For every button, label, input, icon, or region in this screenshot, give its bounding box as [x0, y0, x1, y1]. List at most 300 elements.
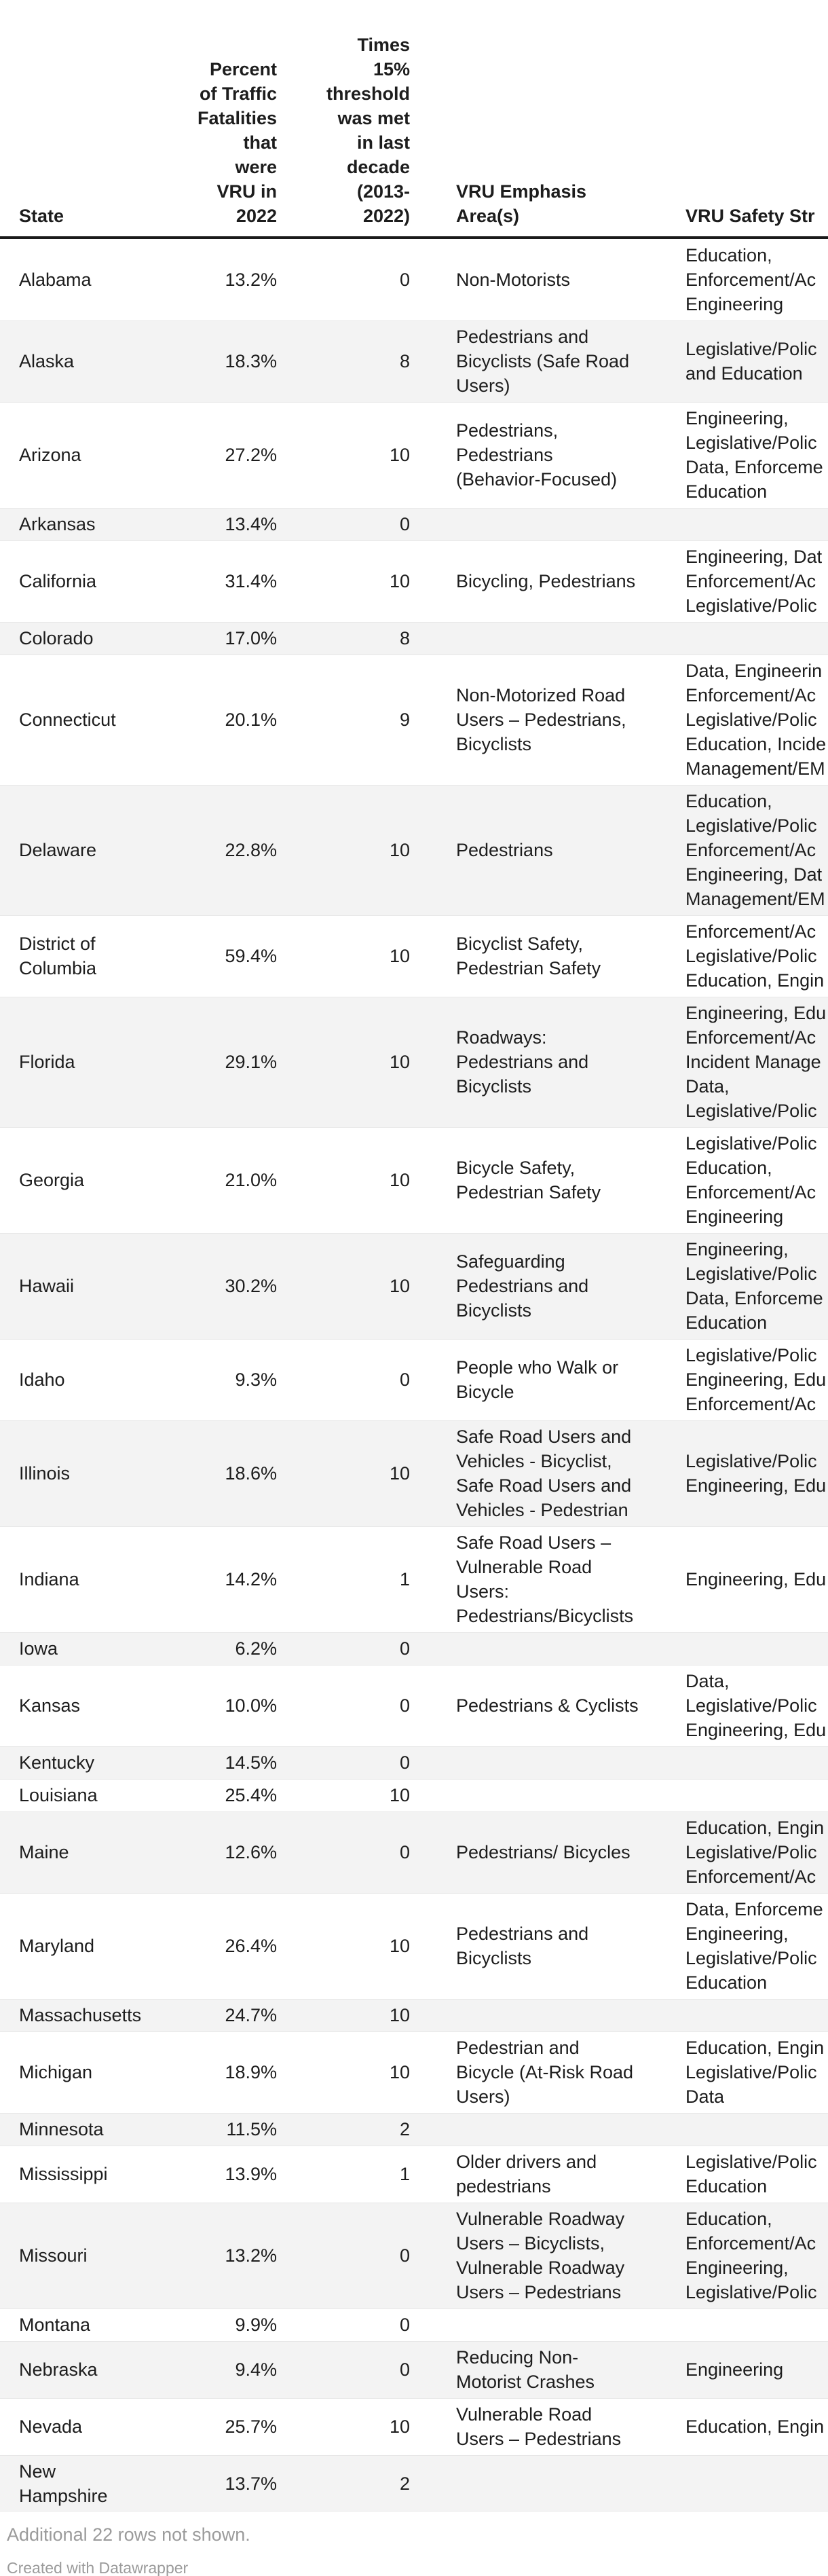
text-line: Incident Manage [685, 1052, 821, 1072]
text-line: 29.1% [225, 1052, 277, 1072]
cell-emphasis [410, 2150, 681, 2198]
cell-times [277, 2162, 410, 2186]
text-line: 14.2% [225, 1569, 277, 1589]
cell-pct [155, 1693, 277, 1718]
text-line: Vulnerable Roadway [456, 2209, 625, 2229]
text-line: Arkansas [19, 514, 96, 534]
text-line: Legislative/Polic [685, 710, 817, 730]
cell-state [0, 2357, 155, 2382]
cell-state [0, 838, 155, 862]
cell-strategies [681, 2414, 828, 2439]
text-line: Mississippi [19, 2164, 108, 2184]
text-line: 10 [389, 1276, 410, 1296]
cell-pct [155, 1168, 277, 1192]
cell-pct [155, 2060, 277, 2084]
text-line: VRU in [217, 181, 277, 202]
cell-state [0, 1567, 155, 1591]
cell-strategies [681, 2357, 828, 2382]
text-line: Engineering, [685, 2258, 789, 2278]
cell-emphasis [410, 1921, 681, 1970]
text-line: Times [357, 35, 410, 55]
text-line: Education, [685, 2209, 772, 2229]
text-line: 10 [389, 445, 410, 465]
text-line: Bicycle Safety, [456, 1158, 576, 1178]
cell-state [0, 2060, 155, 2084]
cell-times [277, 1367, 410, 1392]
text-line: Bicyclists [456, 734, 532, 754]
text-line: 0 [399, 2359, 410, 2380]
cell-times [277, 512, 410, 536]
cell-emphasis [410, 2036, 681, 2109]
text-line: Pedestrians/Bicyclists [456, 1606, 634, 1626]
text-line: 13.4% [225, 514, 277, 534]
cell-state [0, 2243, 155, 2268]
cell-pct [155, 443, 277, 467]
text-line: 0 [399, 514, 410, 534]
text-line: Percent [209, 59, 277, 79]
cell-emphasis [410, 1156, 681, 1204]
text-line: Enforcement/Ac [685, 1027, 816, 1048]
cell-times [277, 2243, 410, 2268]
text-line: Enforcement/Ac [685, 1866, 816, 1887]
cell-state [0, 1461, 155, 1486]
text-line: Enforcement/Ac [685, 1394, 816, 1414]
text-line: Education [685, 481, 768, 502]
text-line: Education, [685, 791, 772, 811]
text-line: Engineering, [685, 1924, 789, 1944]
cell-emphasis [410, 569, 681, 593]
text-line: 10 [389, 1170, 410, 1190]
text-line: Pedestrians & Cyclists [456, 1695, 639, 1716]
text-line: 21.0% [225, 1170, 277, 1190]
cell-times [277, 349, 410, 373]
cell-strategies [681, 789, 828, 911]
cell-times [277, 1783, 410, 1807]
text-line: Data, Engineerin [685, 661, 823, 681]
text-line: Legislative/Polic [685, 1451, 817, 1471]
text-line: 10 [389, 840, 410, 860]
text-line: 0 [399, 1369, 410, 1390]
text-line: was met [337, 108, 410, 128]
cell-pct [155, 2414, 277, 2439]
text-line: Michigan [19, 2062, 93, 2082]
text-line: Education [685, 1312, 768, 1333]
text-line: Pedestrians [456, 840, 553, 860]
text-line: Legislative/Polic [685, 2282, 817, 2302]
datawrapper-credit-link[interactable]: Created with Datawrapper [7, 2559, 189, 2576]
text-line: 10 [389, 1052, 410, 1072]
text-line: Vulnerable Road [456, 1557, 592, 1577]
text-line: Engineering, Edu [685, 1569, 827, 1589]
cell-state [0, 1367, 155, 1392]
text-line: Pedestrians and [456, 1052, 589, 1072]
table-row-illinois [0, 1420, 828, 1526]
cell-pct [155, 1783, 277, 1807]
table-row-iowa [0, 1632, 828, 1665]
text-line: Non-Motorists [456, 270, 571, 290]
cell-strategies [681, 2036, 828, 2109]
text-line: Data, [685, 1671, 730, 1691]
cell-state [0, 1636, 155, 1661]
table-row-hawaii [0, 1233, 828, 1339]
text-line: Nevada [19, 2416, 83, 2437]
text-line: State [19, 206, 64, 226]
text-line: Enforcement/Ac [685, 571, 816, 591]
cell-times [277, 2313, 410, 2337]
text-line: Georgia [19, 1170, 85, 1190]
text-line: Users – Pedestrians [456, 2282, 622, 2302]
text-line: Reducing Non- [456, 2347, 579, 2368]
text-line: Engineering, Dat [685, 547, 823, 567]
text-line: Legislative/Polic [685, 1101, 817, 1121]
cell-state [0, 626, 155, 650]
cell-pct [155, 1274, 277, 1298]
text-line: decade [346, 157, 410, 177]
cell-strategies [681, 1237, 828, 1335]
cell-state [0, 443, 155, 467]
table-row-indiana [0, 1526, 828, 1632]
cell-times [277, 2060, 410, 2084]
cell-times [277, 443, 410, 467]
text-line: 25.7% [225, 2416, 277, 2437]
text-line: Motorist Crashes [456, 2372, 595, 2392]
text-line: District of [19, 934, 96, 954]
cell-strategies [681, 406, 828, 504]
text-line: 27.2% [225, 445, 277, 465]
text-line: Enforcement/Ac [685, 840, 816, 860]
cell-times [277, 2471, 410, 2496]
text-line: of Traffic [199, 84, 277, 104]
text-line: Illinois [19, 1463, 71, 1484]
table-row-michigan [0, 2031, 828, 2113]
text-line: Engineering, [685, 1239, 789, 1259]
text-line: 0 [399, 1695, 410, 1716]
text-line: 0 [399, 1752, 410, 1773]
cell-pct [155, 1050, 277, 1074]
text-line: Education, Engin [685, 2416, 825, 2437]
text-line: Kansas [19, 1695, 81, 1716]
text-line: Pedestrian Safety [456, 958, 601, 978]
text-line: 26.4% [225, 1936, 277, 1956]
cell-emphasis [410, 683, 681, 756]
cell-pct [155, 2471, 277, 2496]
text-line: Engineering, [685, 408, 789, 428]
table-row-delaware [0, 785, 828, 915]
cell-pct [155, 1934, 277, 1958]
text-line: 13.2% [225, 2245, 277, 2266]
cell-emphasis [410, 268, 681, 292]
text-line: Safeguarding [456, 1251, 565, 1272]
cell-strategies [681, 1567, 828, 1591]
cell-pct [155, 569, 277, 593]
text-line: 17.0% [225, 628, 277, 648]
text-line: Education [685, 1972, 768, 1993]
text-line: Legislative/Polic [685, 2062, 817, 2082]
text-line: 18.6% [225, 1463, 277, 1484]
text-line: Pedestrian Safety [456, 1182, 601, 1202]
text-line: Engineering [685, 1207, 784, 1227]
text-line: 20.1% [225, 710, 277, 730]
text-line: Colorado [19, 628, 94, 648]
text-line: Safe Road Users and [456, 1427, 632, 1447]
text-line: Bicycle (At-Risk Road [456, 2062, 634, 2082]
text-line: Delaware [19, 840, 97, 860]
cell-times [277, 268, 410, 292]
cell-strategies [681, 1897, 828, 1995]
text-line: Engineering, Edu [685, 1003, 827, 1023]
text-line: Users) [456, 375, 510, 396]
text-line: Education, Engin [685, 1818, 825, 1838]
text-line: Users – Bicyclists, [456, 2233, 605, 2253]
text-line: Management/EM [685, 758, 825, 779]
text-line: 10 [389, 2005, 410, 2025]
cell-strategies [681, 1131, 828, 1229]
table-row-minnesota [0, 2113, 828, 2146]
cell-strategies [681, 659, 828, 781]
text-line: (2013- [356, 181, 410, 202]
text-line: 31.4% [225, 571, 277, 591]
text-line: 6.2% [235, 1638, 277, 1659]
text-line: Bicyclists [456, 1076, 532, 1097]
text-line: that [243, 132, 277, 153]
text-line: Legislative/Polic [685, 815, 817, 836]
cell-times [277, 1750, 410, 1775]
text-line: 13.2% [225, 270, 277, 290]
text-line: 10 [389, 1785, 410, 1805]
cell-state [0, 1934, 155, 1958]
text-line: 10 [389, 1936, 410, 1956]
cell-strategies [681, 2150, 828, 2198]
cell-times [277, 2414, 410, 2439]
table-row-districtof-columbia [0, 915, 828, 997]
text-line: Iowa [19, 1638, 58, 1659]
text-line: Pedestrians [456, 445, 553, 465]
text-line: Indiana [19, 1569, 79, 1589]
text-line: VRU Safety Str [685, 206, 815, 226]
table-body [0, 239, 828, 2512]
text-line: Montana [19, 2315, 91, 2335]
text-line: Nebraska [19, 2359, 98, 2380]
text-line: Safe Road Users and [456, 1475, 632, 1496]
text-line: Education, Engin [685, 970, 825, 991]
cell-times [277, 1168, 410, 1192]
table-row-nebraska [0, 2341, 828, 2398]
text-line: pedestrians [456, 2176, 551, 2196]
cell-times [277, 569, 410, 593]
cell-state [0, 268, 155, 292]
text-line: Bicycling, Pedestrians [456, 571, 636, 591]
text-line: 8 [399, 351, 410, 371]
cell-times [277, 838, 410, 862]
cell-emphasis [410, 2402, 681, 2451]
table-row-nevada [0, 2398, 828, 2455]
text-line: 2 [399, 2473, 410, 2494]
text-line: Data, Enforceme [685, 457, 823, 477]
text-line: Older drivers and [456, 2152, 597, 2172]
text-line: Hawaii [19, 1276, 75, 1296]
text-line: Alaska [19, 351, 75, 371]
text-line: Engineering, Edu [685, 1720, 827, 1740]
cell-emphasis [410, 1355, 681, 1404]
text-line: 10.0% [225, 1695, 277, 1716]
cell-state [0, 2162, 155, 2186]
cell-emphasis [410, 932, 681, 980]
text-line: Bicyclists [456, 1948, 532, 1968]
text-line: 2022) [362, 206, 410, 226]
table-row-louisiana [0, 1779, 828, 1811]
text-line: 0 [399, 1638, 410, 1659]
text-line: Pedestrians/ Bicycles [456, 1842, 631, 1862]
text-line: Pedestrians and [456, 1276, 589, 1296]
table-row-montana [0, 2308, 828, 2341]
text-line: 13.9% [225, 2164, 277, 2184]
cell-pct [155, 1636, 277, 1661]
text-line: Pedestrians and [456, 1924, 589, 1944]
cell-emphasis [410, 2207, 681, 2304]
text-line: Users – Pedestrians [456, 2429, 622, 2449]
text-line: 9.4% [235, 2359, 277, 2380]
cell-state [0, 2459, 155, 2508]
text-line: Enforcement/Ac [685, 921, 816, 942]
table-row-maine [0, 1811, 828, 1893]
header-cell-strategies [681, 204, 828, 236]
cell-state [0, 1840, 155, 1864]
cell-times [277, 1636, 410, 1661]
cell-state [0, 349, 155, 373]
table-row-kentucky [0, 1746, 828, 1779]
text-line: Engineering, Edu [685, 1475, 827, 1496]
cell-emphasis [410, 325, 681, 398]
cell-times [277, 2117, 410, 2141]
text-line: Maryland [19, 1936, 95, 1956]
cell-pct [155, 838, 277, 862]
text-line: 2022 [236, 206, 277, 226]
cell-pct [155, 2117, 277, 2141]
text-line: Users) [456, 2086, 510, 2107]
table-row-alabama [0, 239, 828, 320]
text-line: 24.7% [225, 2005, 277, 2025]
text-line: 59.4% [225, 946, 277, 966]
text-line: Vulnerable Road [456, 2404, 592, 2425]
cell-state [0, 2313, 155, 2337]
text-line: Vehicles - Bicyclist, [456, 1451, 612, 1471]
text-line: 10 [389, 946, 410, 966]
cell-times [277, 2357, 410, 2382]
text-line: 25.4% [225, 1785, 277, 1805]
cell-strategies [681, 1449, 828, 1498]
header-cell-emphasis [410, 179, 681, 236]
text-line: Engineering [685, 2359, 784, 2380]
cell-times [277, 1461, 410, 1486]
cell-state [0, 512, 155, 536]
table-row-mississippi [0, 2146, 828, 2203]
table-row-kansas [0, 1665, 828, 1746]
cell-strategies [681, 545, 828, 618]
text-line: Bicycle [456, 1382, 514, 1402]
rows-not-shown-note: Additional 22 rows not shown. [7, 2524, 250, 2545]
text-line: Pedestrian and [456, 2038, 580, 2058]
text-line: in last [356, 132, 410, 153]
cell-emphasis [410, 1025, 681, 1099]
cell-pct [155, 2162, 277, 2186]
text-line: were [235, 157, 277, 177]
text-line: 8 [399, 628, 410, 648]
text-line: Users – Pedestrians, [456, 710, 626, 730]
text-line: Pedestrians and [456, 327, 589, 347]
cell-pct [155, 2357, 277, 2382]
cell-strategies [681, 1343, 828, 1416]
cell-pct [155, 1567, 277, 1591]
text-line: Bicyclists [456, 1300, 532, 1321]
text-line: 22.8% [225, 840, 277, 860]
cell-state [0, 1050, 155, 1074]
cell-pct [155, 2243, 277, 2268]
text-line: 0 [399, 2245, 410, 2266]
table-row-colorado [0, 622, 828, 655]
text-line: 9.3% [235, 1369, 277, 1390]
text-line: 9.9% [235, 2315, 277, 2335]
text-line: Bicyclists (Safe Road [456, 351, 630, 371]
text-line: 10 [389, 1463, 410, 1484]
text-line: 13.7% [225, 2473, 277, 2494]
table-row-georgia [0, 1127, 828, 1233]
cell-pct [155, 349, 277, 373]
text-line: People who Walk or [456, 1357, 619, 1378]
cell-state [0, 1750, 155, 1775]
table-row-massachusetts [0, 1999, 828, 2031]
text-line: Bicyclist Safety, [456, 934, 584, 954]
text-line: Maine [19, 1842, 69, 1862]
cell-times [277, 1693, 410, 1718]
text-line: 18.9% [225, 2062, 277, 2082]
text-line: Non-Motorized Road [456, 685, 626, 705]
cell-strategies [681, 1816, 828, 1889]
text-line: 12.6% [225, 1842, 277, 1862]
text-line: 30.2% [225, 1276, 277, 1296]
cell-state [0, 1274, 155, 1298]
text-line: threshold [326, 84, 410, 104]
text-line: 9 [399, 710, 410, 730]
cell-pct [155, 1367, 277, 1392]
cell-pct [155, 1461, 277, 1486]
text-line: Management/EM [685, 889, 825, 909]
table-row-arkansas [0, 508, 828, 540]
text-line: and Education [685, 363, 803, 384]
text-line: Legislative/Polic [685, 946, 817, 966]
text-line: California [19, 571, 97, 591]
cell-emphasis [410, 1424, 681, 1522]
cell-pct [155, 944, 277, 968]
text-line: 14.5% [225, 1752, 277, 1773]
table-row-new-hampshire [0, 2455, 828, 2512]
text-line: Fatalities [197, 108, 277, 128]
cell-emphasis [410, 418, 681, 492]
cell-pct [155, 1750, 277, 1775]
cell-state [0, 1168, 155, 1192]
cell-state [0, 1783, 155, 1807]
table-row-idaho [0, 1339, 828, 1420]
cell-pct [155, 268, 277, 292]
cell-times [277, 626, 410, 650]
cell-strategies [681, 919, 828, 993]
text-line: (Behavior-Focused) [456, 469, 618, 490]
text-line: New [19, 2461, 56, 2482]
cell-emphasis [410, 838, 681, 862]
text-line: Data, Enforceme [685, 1288, 823, 1308]
text-line: Data, Enforceme [685, 1899, 823, 1919]
text-line: Legislative/Polic [685, 2152, 817, 2172]
text-line: 0 [399, 2315, 410, 2335]
